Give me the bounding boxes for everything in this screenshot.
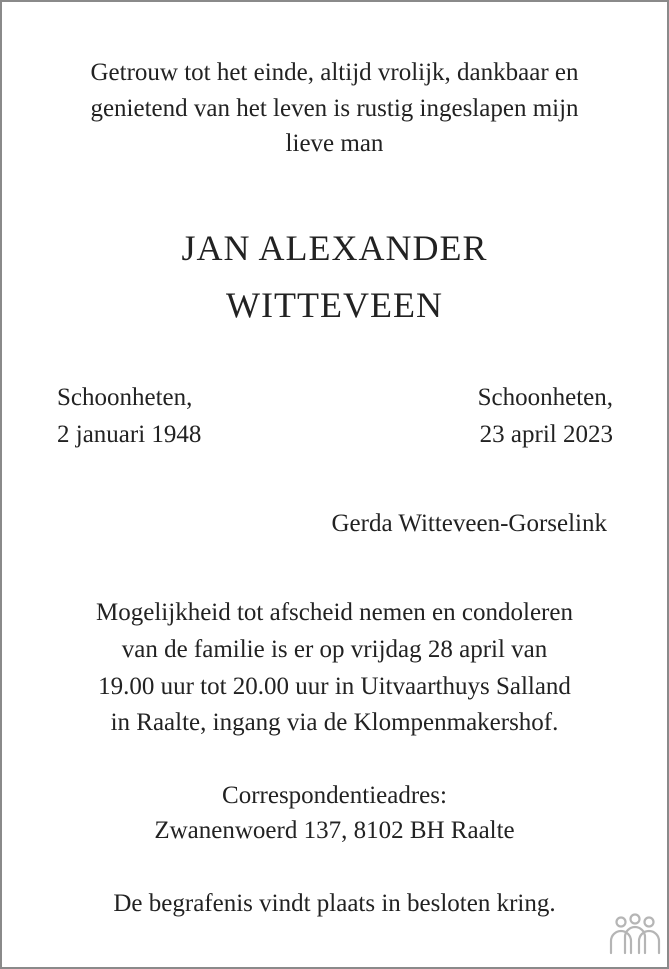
intro-line-3: lieve man <box>285 130 384 157</box>
funeral-note: De begrafenis vindt plaats in besloten kring. <box>113 890 556 917</box>
mourner-name: Gerda Witteveen-Gorselink <box>331 510 607 537</box>
death-date: 23 april 2023 <box>479 421 613 448</box>
farewell-line-3: 19.00 uur tot 20.00 uur in Uitvaarthuys Salland <box>98 673 571 700</box>
birth-date: 2 januari 1948 <box>57 421 202 448</box>
intro-line-1: Getrouw tot het einde, altijd vrolijk, dankbaar en <box>90 59 579 86</box>
deceased-name-line-2: WITTEVEEN <box>226 285 443 325</box>
intro-line-2: genietend van het leven is rustig ingeslapen mijn <box>90 95 579 122</box>
farewell-line-1: Mogelijkheid tot afscheid nemen en condoleren <box>96 599 573 626</box>
farewell-line-4: in Raalte, ingang via de Klompenmakershof. <box>110 709 559 736</box>
correspondence-address: Zwanenwoerd 137, 8102 BH Raalte <box>154 817 515 844</box>
deceased-name-line-1: JAN ALEXANDER <box>181 228 488 268</box>
farewell-line-2: van de familie is er op vrijdag 28 april van <box>121 636 548 663</box>
correspondence-label: Correspondentieadres: <box>222 782 447 809</box>
death-place: Schoonheten, <box>477 384 613 411</box>
birth-place: Schoonheten, <box>57 384 193 411</box>
family-group-icon <box>608 913 662 955</box>
